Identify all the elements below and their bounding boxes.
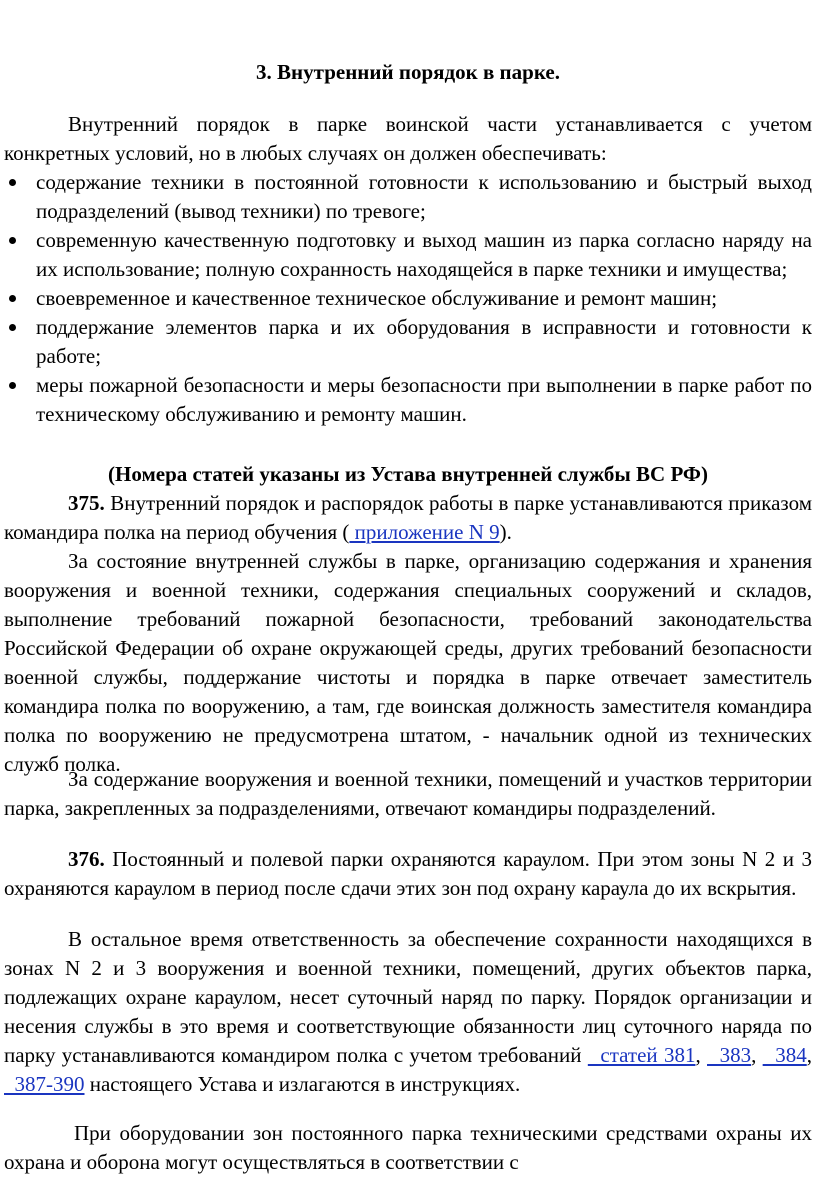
deputy-responsibility-paragraph: За состояние внутренней службы в парке, организацию содержания и хранения вооружения и военной техники, содержания специальных сооружений и складов, выполнение требований пожарной безопасности, требований законодательства Российской Федерации об охране окружающей среды, других требований безопасности военной службы, поддержание чистоты и порядка в парке отвечает заместитель командира полка по вооружению, а там, где воинская должность заместителя командира полка по вооружению не предусмотрена штатом, - начальник одной из технических служб полка.: [4, 549, 812, 776]
bullet-icon: [9, 295, 16, 302]
article-383-link[interactable]: 383: [707, 1043, 752, 1067]
requirements-list: [4, 168, 812, 429]
article-384-link[interactable]: 384: [762, 1043, 807, 1067]
page-title: 3. Внутренний порядок в парке.: [256, 60, 560, 84]
article-number: 376.: [68, 847, 105, 871]
bullet-icon: [9, 324, 16, 331]
bullet-icon: [9, 382, 16, 389]
list-item: содержание техники в постоянной готовности к использованию и быстрый выход подразделений (вывод техники) по тревоге;: [4, 168, 812, 226]
duty-detail-paragraph: В остальное время ответственность за обеспечение сохранности находящихся в зонах N 2 и 3 вооружения и военной техники, помещений, других объектов парка, подлежащих охране караулом, несет суточный наряд по парку. Порядок организации и несения службы в это время и соответствующие обязанности лиц суточного наряда по парку устанавливаются командиром полка с учетом требований статей 381, 383, 384, 387-390 настоящего Устава и излагаются в инструкциях.: [4, 927, 812, 1096]
article-381-link[interactable]: статей 381: [587, 1043, 696, 1067]
article-375-paragraph: 375. Внутренний порядок и распорядок работы в парке устанавливаются приказом командира полка на период обучения ( приложение N 9).: [4, 491, 812, 544]
bullet-icon: [9, 237, 16, 244]
article-387-390-link[interactable]: 387-390: [4, 1072, 85, 1096]
article-numbers-note: (Номера статей указаны из Устава внутренней службы ВС РФ): [108, 462, 708, 486]
intro-paragraph: Внутренний порядок в парке воинской части устанавливается с учетом конкретных условий, но в любых случаях он должен обеспечивать:: [4, 112, 812, 165]
article-number: 375.: [68, 491, 105, 515]
list-item: современную качественную подготовку и выход машин из парка согласно наряду на их использование; полную сохранность находящейся в парке техники и имущества;: [4, 226, 812, 284]
technical-security-paragraph: При оборудовании зон постоянного парка техническими средствами охраны их охрана и оборона могут осуществляться в соответствии с: [4, 1121, 812, 1174]
list-item: меры пожарной безопасности и меры безопасности при выполнении в парке работ по техническому обслуживанию и ремонту машин.: [4, 371, 812, 429]
list-item: своевременное и качественное техническое обслуживание и ремонт машин;: [4, 284, 812, 313]
appendix-link[interactable]: приложение N 9: [349, 520, 500, 544]
article-376-paragraph: 376. Постоянный и полевой парки охраняются караулом. При этом зоны N 2 и 3 охраняются караулом в период после сдачи этих зон под охрану караула до их вскрытия.: [4, 847, 812, 900]
bullet-icon: [9, 179, 16, 186]
commanders-responsibility-paragraph: За содержание вооружения и военной техники, помещений и участков территории парка, закрепленных за подразделениями, отвечают командиры подразделений.: [4, 767, 812, 820]
list-item: поддержание элементов парка и их оборудования в исправности и готовности к работе;: [4, 313, 812, 371]
